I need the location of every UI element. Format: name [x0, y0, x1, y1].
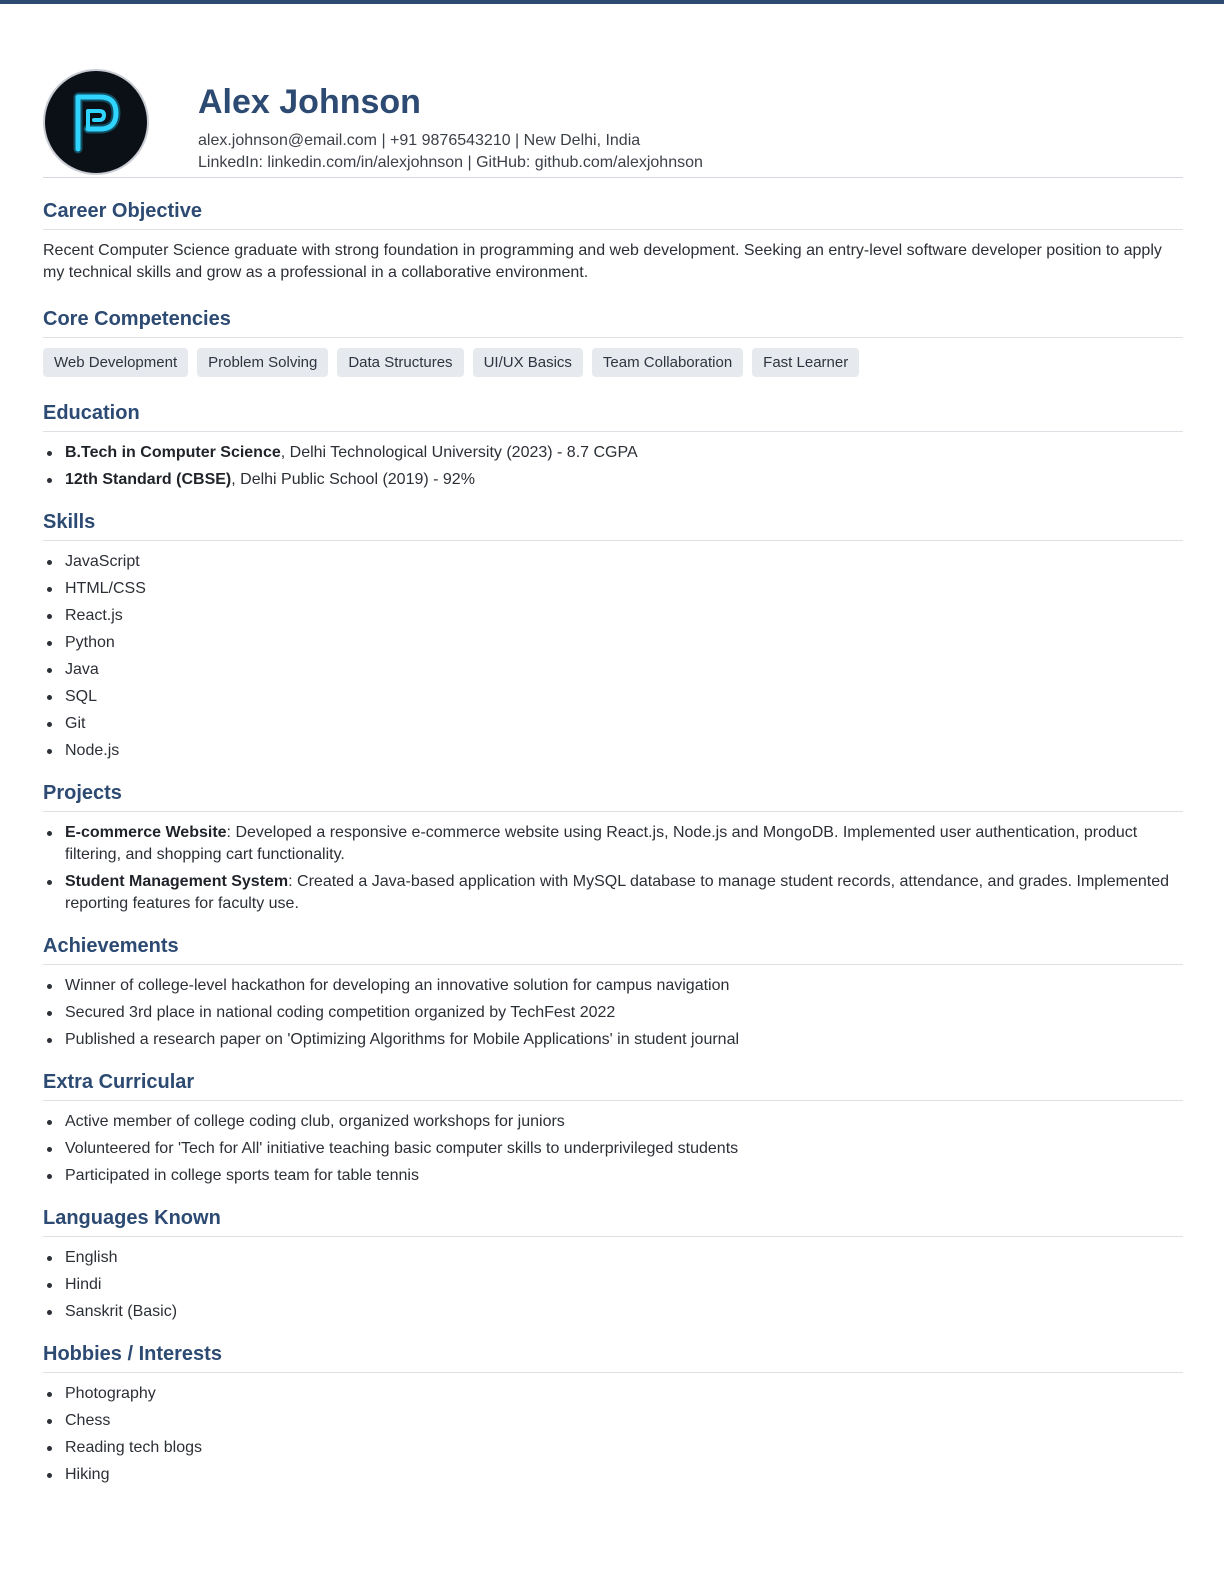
education-detail: , Delhi Public School (2019) - 92%	[231, 471, 475, 488]
achievements-section	[43, 933, 1183, 1051]
section-title: Skills	[43, 509, 1183, 541]
list-item: JavaScript	[43, 551, 1183, 573]
p-logo-icon	[66, 89, 126, 155]
extra-curricular-list	[43, 1111, 1183, 1187]
project-name: E-commerce Website	[65, 824, 227, 841]
list-item: Java	[43, 659, 1183, 681]
resume-page	[43, 66, 1183, 1491]
avatar	[43, 69, 149, 175]
section-title: Languages Known	[43, 1205, 1183, 1237]
header-text	[198, 66, 703, 174]
projects-section	[43, 780, 1183, 915]
list-item: Winner of college-level hackathon for developing an innovative solution for campus navigation	[43, 975, 1183, 997]
education-degree: 12th Standard (CBSE)	[65, 471, 232, 488]
core-competencies-section	[43, 306, 1183, 377]
skills-section	[43, 509, 1183, 762]
hobbies-section	[43, 1341, 1183, 1486]
list-item	[43, 822, 1183, 866]
list-item: English	[43, 1247, 1183, 1269]
list-item: SQL	[43, 686, 1183, 708]
list-item: Hiking	[43, 1464, 1183, 1486]
list-item: Reading tech blogs	[43, 1437, 1183, 1459]
competency-tag: Team Collaboration	[592, 348, 743, 377]
list-item: Active member of college coding club, organized workshops for juniors	[43, 1111, 1183, 1133]
list-item: Node.js	[43, 740, 1183, 762]
section-title: Hobbies / Interests	[43, 1341, 1183, 1373]
competency-tags	[43, 348, 1183, 377]
candidate-name: Alex Johnson	[198, 83, 421, 121]
list-item: Participated in college sports team for table tennis	[43, 1165, 1183, 1187]
competency-tag: UI/UX Basics	[473, 348, 583, 377]
list-item: Sanskrit (Basic)	[43, 1301, 1183, 1323]
section-title: Core Competencies	[43, 306, 1183, 338]
list-item: Python	[43, 632, 1183, 654]
competency-tag: Problem Solving	[197, 348, 328, 377]
list-item: Secured 3rd place in national coding competition organized by TechFest 2022	[43, 1002, 1183, 1024]
project-name: Student Management System	[65, 873, 289, 890]
education-detail: , Delhi Technological University (2023) - 8.7 CGPA	[280, 444, 638, 461]
career-objective-section	[43, 198, 1183, 284]
section-title: Education	[43, 400, 1183, 432]
list-item	[43, 469, 1183, 491]
skills-list	[43, 551, 1183, 762]
achievements-list	[43, 975, 1183, 1051]
education-list	[43, 442, 1183, 491]
career-objective-text: Recent Computer Science graduate with strong foundation in programming and web development. Seeking an entry-level software developer position to apply my technical skills and grow as a professional in a collaborative environment.	[43, 242, 1162, 281]
languages-list	[43, 1247, 1183, 1323]
top-accent-bar	[0, 0, 1224, 4]
hobbies-list	[43, 1383, 1183, 1486]
list-item	[43, 442, 1183, 464]
projects-list	[43, 822, 1183, 915]
list-item: HTML/CSS	[43, 578, 1183, 600]
section-title: Extra Curricular	[43, 1069, 1183, 1101]
list-item: Chess	[43, 1410, 1183, 1432]
list-item	[43, 871, 1183, 915]
competency-tag: Web Development	[43, 348, 188, 377]
project-detail: : Developed a responsive e-commerce website using React.js, Node.js and MongoDB. Implemented user authentication, product filtering, and shopping cart functionality.	[65, 824, 1138, 863]
section-title: Achievements	[43, 933, 1183, 965]
contact-line: alex.johnson@email.com | +91 9876543210 | New Delhi, India	[198, 132, 641, 149]
competency-tag: Fast Learner	[752, 348, 859, 377]
list-item: Hindi	[43, 1274, 1183, 1296]
list-item: Published a research paper on 'Optimizing Algorithms for Mobile Applications' in student journal	[43, 1029, 1183, 1051]
list-item: Git	[43, 713, 1183, 735]
links-line: LinkedIn: linkedin.com/in/alexjohnson | GitHub: github.com/alexjohnson	[198, 154, 703, 171]
extra-curricular-section	[43, 1069, 1183, 1187]
list-item: React.js	[43, 605, 1183, 627]
list-item: Volunteered for 'Tech for All' initiative teaching basic computer skills to underprivileged students	[43, 1138, 1183, 1160]
section-title: Projects	[43, 780, 1183, 812]
languages-section	[43, 1205, 1183, 1323]
competency-tag: Data Structures	[337, 348, 463, 377]
list-item: Photography	[43, 1383, 1183, 1405]
resume-header	[43, 66, 1183, 178]
education-degree: B.Tech in Computer Science	[65, 444, 281, 461]
education-section	[43, 400, 1183, 491]
section-title: Career Objective	[43, 198, 1183, 230]
project-detail: : Created a Java-based application with MySQL database to manage student records, attendance, and grades. Implemented reporting features for faculty use.	[65, 873, 1169, 912]
